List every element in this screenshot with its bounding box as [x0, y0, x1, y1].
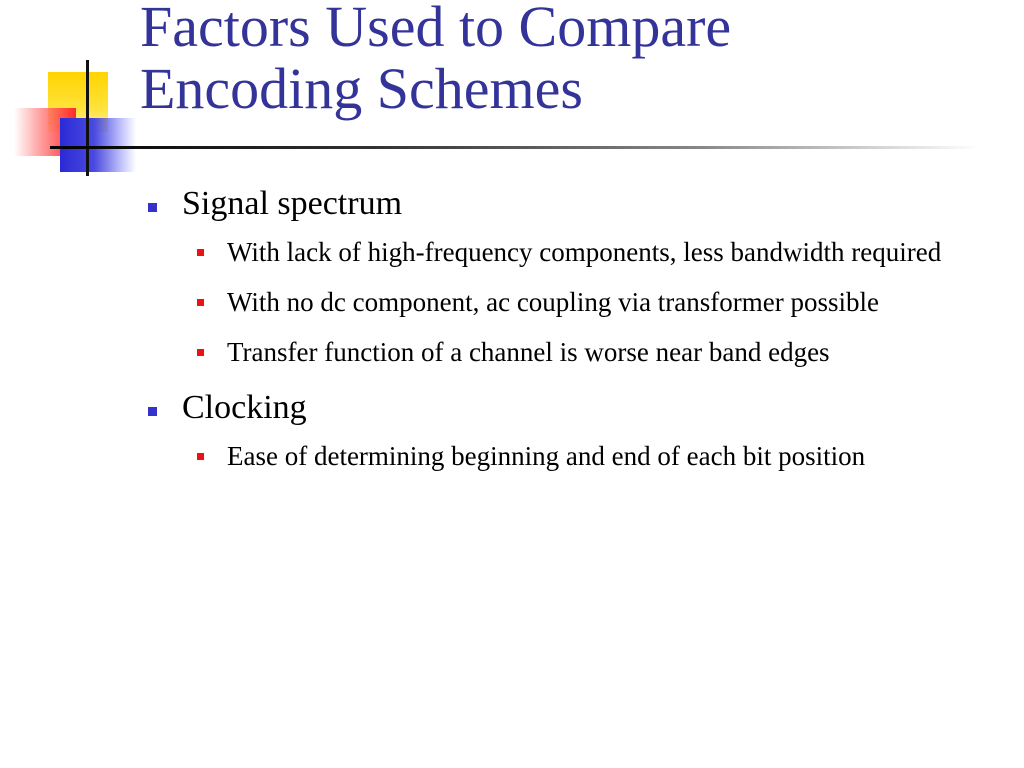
vertical-line-shape — [86, 60, 89, 176]
decorative-logo — [0, 0, 150, 190]
slide-title — [140, 0, 1000, 120]
bullet-text: Signal spectrum — [182, 185, 403, 222]
blue-square-shape — [60, 118, 136, 172]
sub-bullet-text: With no dc component, ac coupling via transformer possible — [227, 287, 879, 317]
slide-body — [140, 182, 1010, 486]
square-bullet-icon — [148, 203, 157, 212]
title-line-2: Encoding Schemes — [140, 56, 583, 121]
title-line-1: Factors Used to Compare — [140, 0, 732, 59]
sub-bullet-text: Transfer function of a channel is worse near band edges — [227, 337, 830, 367]
square-bullet-icon — [197, 349, 204, 356]
bullet-clocking — [140, 386, 1010, 430]
sub-bullet-text: With lack of high-frequency components, less bandwidth required — [227, 237, 942, 267]
sub-bullet-item — [140, 232, 1010, 272]
sub-bullet-item — [140, 332, 1010, 372]
square-bullet-icon — [197, 453, 204, 460]
square-bullet-icon — [148, 407, 157, 416]
square-bullet-icon — [197, 249, 204, 256]
sub-bullet-item — [140, 282, 1010, 322]
square-bullet-icon — [197, 299, 204, 306]
sub-bullet-item — [140, 436, 1010, 476]
sub-bullet-text: Ease of determining beginning and end of each bit position — [227, 441, 866, 471]
bullet-text: Clocking — [182, 389, 307, 426]
title-divider — [50, 146, 980, 149]
bullet-signal-spectrum — [140, 182, 1010, 226]
